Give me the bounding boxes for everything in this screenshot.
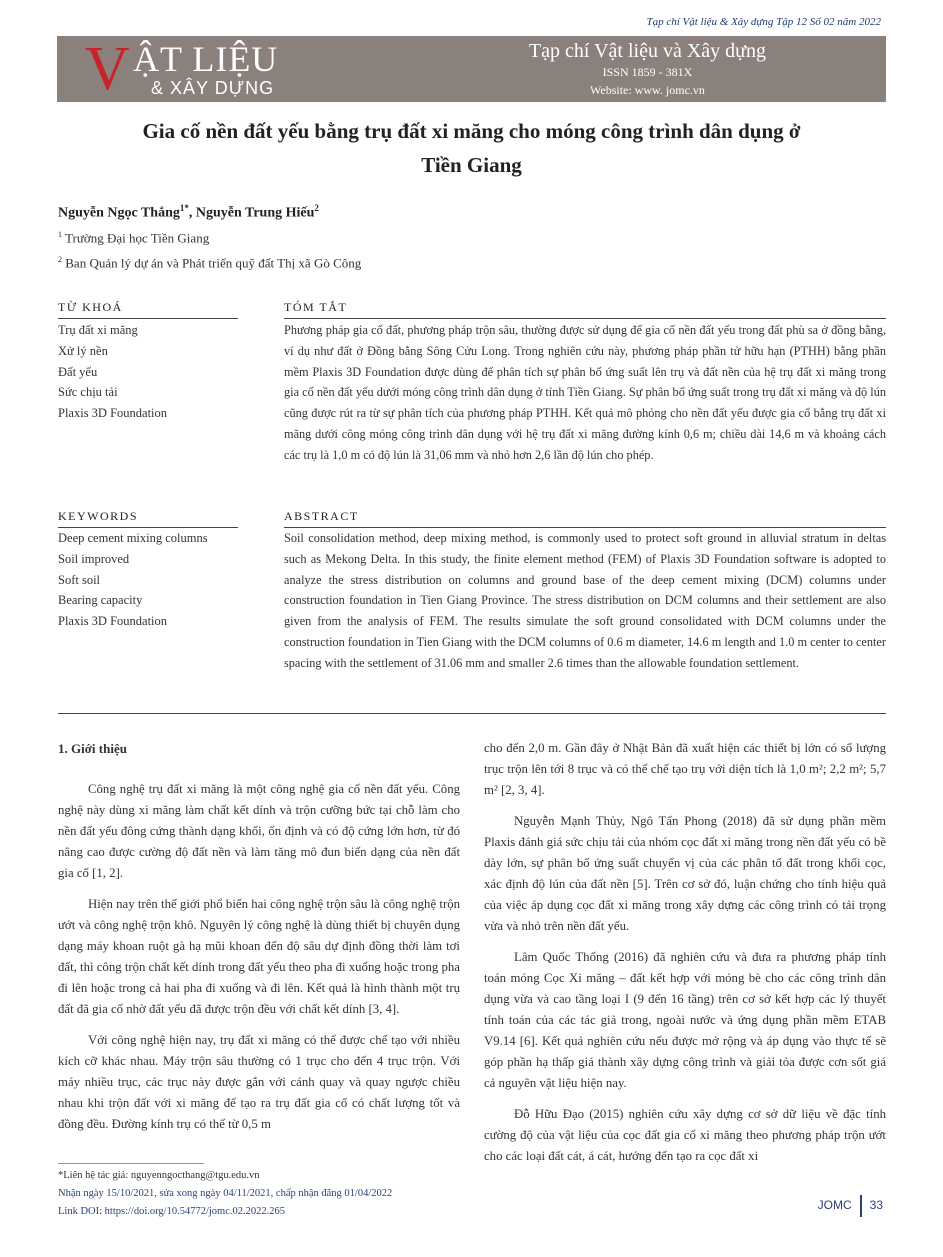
banner-issn: ISSN 1859 - 381X [602, 65, 693, 79]
paper-title [80, 114, 863, 182]
logo-letter-v: V [85, 35, 130, 103]
section-divider [58, 713, 886, 714]
footnote-contact: *Liên hệ tác giả: nguyenngocthang@tgu.edu.vn [58, 1170, 260, 1181]
vi-abstract-heading: TÓM TẮT [284, 300, 886, 319]
en-keyword: Deep cement mixing columns [58, 531, 208, 545]
body-paragraph: Đỗ Hữu Đạo (2015) nghiên cứu xây dựng cơ sở dữ liệu về đặc tính cường độ của vật liệu của cọc đất gia cố xi măng theo phương pháp trộn ướt cho các loại đất cát, á cát, hướng đến tạo ra cọc đất xi [484, 1107, 886, 1163]
banner-website: Website: www. jomc.vn [590, 83, 705, 97]
footnote-dates: Nhận ngày 15/10/2021, sửa xong ngày 04/11/2021, chấp nhận đăng 01/04/2022 [58, 1188, 393, 1199]
title-line-1: Gia cố nền đất yếu bằng trụ đất xi măng cho móng công trình dân dụng ở [142, 119, 801, 143]
banner-journal-title: Tạp chí Vật liệu và Xây dựng [528, 40, 766, 62]
vi-keyword: Đất yếu [58, 364, 98, 379]
journal-abbrev: JOMC [817, 1198, 852, 1213]
affiliation-1-text: Trường Đại học Tiền Giang [65, 230, 210, 246]
footnote-rule [58, 1163, 204, 1164]
page-number: 33 [869, 1198, 883, 1213]
body-paragraph: Với công nghệ hiện nay, trụ đất xi măng có thể được chế tạo với nhiều kích cỡ khác nhau. Máy trộn sâu thường có 1 trục cho đến 4 trục trộn. Với máy nhiều trục, các trục này được gắn với cánh quay và quay ngược chiều nhau khi trộn đất với xi măng để tạo ra trụ đất gia cố có chất lượng tốt và đồng đều. Đường kính trụ có thể từ 0,5 m [58, 1033, 460, 1131]
author-2: Nguyễn Trung Hiếu [195, 205, 315, 221]
en-keyword: Bearing capacity [58, 593, 143, 608]
affiliation-1-sup: 1 [58, 230, 62, 239]
author-separator: , [188, 205, 196, 221]
footer-bar [860, 1195, 862, 1217]
vi-keyword: Sức chịu tải [58, 385, 118, 400]
en-keyword: Soil improved [58, 551, 130, 566]
vi-keyword-list [58, 320, 238, 424]
en-abstract-text: Soil consolidation method, deep mixing method, is commonly used to protect soft ground in alluvial stratum in deltas such as Mekong Delta. In this study, the finite element method (FEM) of Plaxis 3D Foundation software is adopted to analyze the stress distribution on columns and ground base of the deep cement mixing (DCM) columns under construction foundation in Tien Giang Province. The stress distribution on DCM columns and their settlement are also given from the analysis of FEM. The results simulate the soft ground consolidated with DCM columns under the construction foundation in Tien Giang with the DCM columns of 0.6 m diameter, 14.6 m length and 1.0 m center to center spacing with the settlement of 31.06 mm and smaller 2.6 times than the allowable foundation settlement. [284, 531, 886, 670]
author-1-sup: 1* [179, 203, 189, 213]
vi-abstract-text: Phương pháp gia cố đất, phương pháp trộn sâu, thường được sử dụng để gia cố nền đất yếu trong đất phù sa ở đồng bằng, ví dụ như đất ở Đồng bằng Sông Cửu Long. Trong nghiên cứu này, phương pháp phần tử hữu hạn (PTHH) bằng phần mềm Plaxis 3D Foundation được dùng để phân tích sự phân bố ứng suất lên trụ và đất nền của hệ trụ đất xi măng trong gia cố nền đất yếu dưới móng công trình dân dụng ở tỉnh Tiền Giang. Sự phân bố ứng suất trong trụ đất xi măng và độ lún cũng được rút ra từ sự phân tích của phương pháp PTHH. Kết quả mô phỏng cho nền đất yếu được gia cố bằng trụ đất xi măng dưới công móng công trình dân dụng với hệ trụ đất xi măng đường kính 0,6 m; chiều dài 14,6 m và khoảng cách các trụ là 1,0 m có độ lún là 31,06 mm và nhỏ hơn 2,6 lần độ lún cho phép. [284, 323, 886, 462]
journal-banner [57, 36, 886, 102]
body-paragraph: cho đến 2,0 m. Gần đây ở Nhật Bản đã xuất hiện các thiết bị lớn có số lượng trục trộn lên tới 8 trục và có thể chế tạo trụ với diện tích là 1,0 m²; 2,2 m²; 5,7 m² [2, 3, 4]. [484, 741, 886, 797]
logo-xay-dung: & XÂY DỰNG [151, 78, 275, 98]
en-abstract-heading: ABSTRACT [284, 509, 886, 528]
title-line-2: Tiền Giang [421, 153, 522, 177]
en-keyword: Plaxis 3D Foundation [58, 614, 168, 629]
journal-issue-line: Tạp chí Vật liệu & Xây dựng Tập 12 Số 02 năm 2022 [646, 16, 881, 28]
en-keyword: Soft soil [58, 572, 101, 587]
vi-keyword: Xử lý nền [58, 343, 108, 358]
vi-keyword: Plaxis 3D Foundation [58, 406, 168, 421]
body-paragraph: Hiện nay trên thế giới phổ biến hai công nghệ trộn sâu là công nghệ trộn ướt và công nghệ trộn khô. Nguyên lý công nghệ là dùng thiết bị chuyên dụng dạng máy khoan ruột gà hạ mũi khoan đến độ sâu dự định đồng thời làm tơi đất, thì công trộn chất kết dính trong đất yếu theo pha đi xuống hoặc trong pha đi lên hoặc trong cả hai pha đi xuống và đi lên. Kết quả là hình thành một trụ đất đã gia cố nhờ đất yếu đã được trộn đều với chất kết dính [3, 4]. [58, 897, 460, 1016]
body-paragraph: Nguyễn Mạnh Thủy, Ngô Tấn Phong (2018) đã sử dụng phần mềm Plaxis đánh giá sức chịu tải của nhóm cọc đất xi măng trong nền đất yếu có bề dày lớn, sự phân bố ứng suất chuyển vị của các phân tố đất trong khối cọc, xác định độ lún của đất nền [5]. Trên cơ sở đó, luận chứng cho tính hiệu quả của việc áp dụng cọc đất xi măng trong xây dựng các công trình có tải trọng vừa và nhỏ trên nền đất yếu. [484, 814, 886, 933]
logo-vat-lieu: ẬT LIỆU [133, 39, 279, 79]
banner-info [529, 40, 766, 98]
en-keyword-list [58, 528, 238, 632]
body-paragraph: Lâm Quốc Thống (2016) đã nghiên cứu và đưa ra phương pháp tính toán móng Cọc Xi măng – đất kết hợp với móng bè cho các công trình dân dụng vừa và cao tầng loại I (9 đến 16 tầng) trên cơ sở kết hợp các lý thuyết tính toán của các tác giả trong, ngoài nước và ứng dụng phần mềm ETAB V9.14 [6]. Kết quả nghiên cứu nếu được mở rộng và áp dụng vào thực tế sẽ góp phần hạ thấp giá thành xây dựng công trình và giải tỏa được cơn sốt giá cả nguyên vật liệu hiện nay. [484, 950, 886, 1090]
author-list [58, 203, 319, 222]
author-2-sup: 2 [314, 203, 319, 213]
author-1: Nguyễn Ngọc Thắng [58, 205, 180, 221]
vi-keyword: Trụ đất xi măng [58, 323, 138, 337]
affiliation-1 [58, 230, 209, 246]
body-left-column [58, 738, 460, 1145]
footnote-doi[interactable]: Link DOI: https://doi.org/10.54772/jomc.02.2022.265 [58, 1206, 286, 1217]
affiliation-2-sup: 2 [58, 255, 62, 264]
body-paragraph: Công nghệ trụ đất xi măng là một công nghệ gia cố nền đất yếu. Công nghệ này dùng xi măng làm chất kết dính và trộn cưỡng bức tại chỗ làm cho nền đất yếu đông cứng thành dạng khối, ổn định và có độ cứng lớn hơn, từ đó nâng cao được cường độ đất nền và làm tăng mô đun biến dạng của nền đất gia cố [1, 2]. [58, 782, 460, 880]
affiliation-2 [58, 255, 361, 271]
affiliation-2-text: Ban Quản lý dự án và Phát triển quỹ đất Thị xã Gò Công [65, 255, 362, 271]
vi-keywords-heading: TỪ KHOÁ [58, 300, 238, 319]
en-keywords-heading: KEYWORDS [58, 509, 238, 528]
section-heading: 1. Giới thiệu [58, 741, 127, 756]
body-right-column [484, 738, 886, 1177]
page-footer [818, 1195, 883, 1217]
